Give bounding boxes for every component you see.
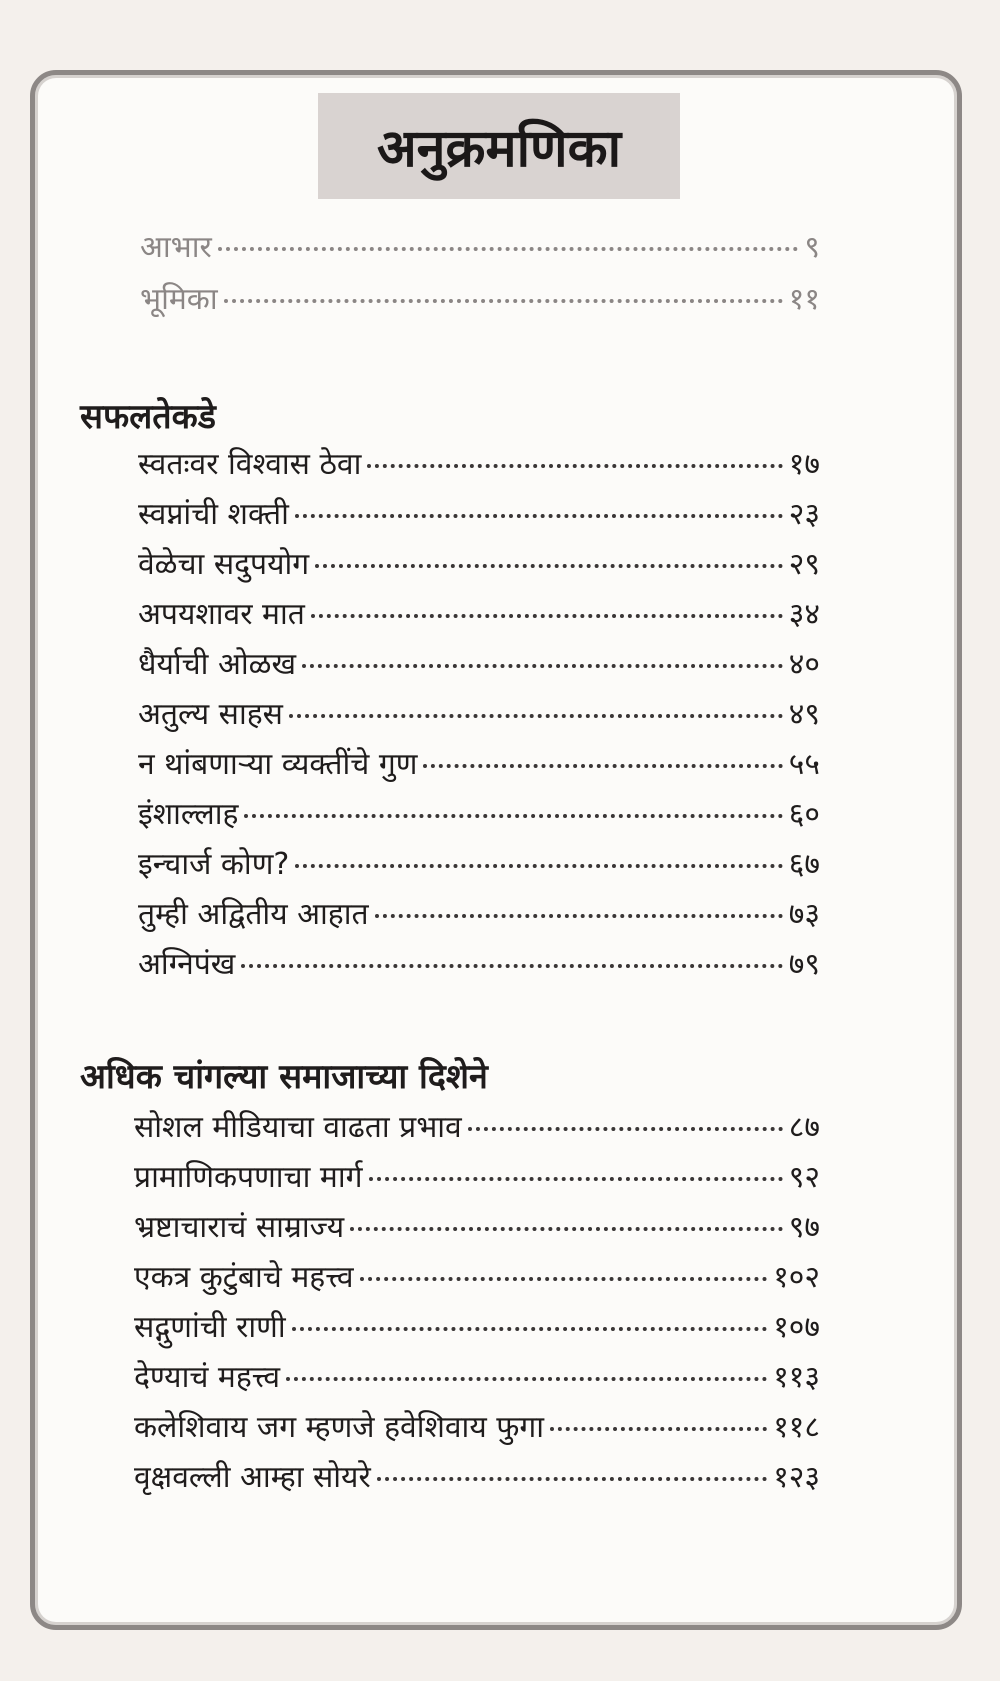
page-title-text: अनुक्रमणिका [376,118,622,179]
toc-entry[interactable] [140,228,820,268]
dot-leader [315,564,783,568]
toc-entry[interactable] [138,445,820,485]
toc-entry-page: ६० [788,797,820,832]
toc-entry[interactable] [138,945,820,985]
toc-entry-label: इंशाल्लाह [138,797,239,832]
toc-entry-page: ८७ [788,1110,820,1145]
toc-entry[interactable] [138,495,820,535]
toc-entry-page: ११३ [773,1360,820,1395]
toc-entry-page: १०२ [773,1260,820,1295]
toc-entry-label: स्वप्नांची शक्ती [138,497,289,532]
dot-leader [360,1277,768,1281]
dot-leader [224,299,783,303]
dot-leader [289,714,783,718]
toc-entry-label: प्रामाणिकपणाचा मार्ग [134,1160,363,1195]
toc-entry[interactable] [138,545,820,585]
toc-entry-label: आभार [140,230,212,265]
toc-entry-page: १७ [788,447,820,482]
toc-entry[interactable] [138,595,820,635]
toc-entry-page: ३४ [788,597,820,632]
toc-entry-label: अपयशावर मात [138,597,305,632]
dot-leader [295,514,783,518]
toc-entry[interactable] [140,280,820,320]
toc-entry-label: इन्चार्ज कोण? [138,847,290,882]
toc-entry-page: ९२ [788,1160,820,1195]
toc-entry-label: वेळेचा सदुपयोग [138,547,310,582]
dot-leader [241,964,782,968]
toc-entry-page: ४० [788,647,820,682]
toc-entry-page: ९७ [788,1210,820,1245]
dot-leader [550,1427,767,1431]
toc-entry[interactable] [134,1258,820,1298]
toc-entry[interactable] [138,795,820,835]
toc-entry-page: २९ [788,547,820,582]
dot-leader [292,1327,768,1331]
toc-entry-label: वृक्षवल्ली आम्हा सोयरे [134,1460,371,1495]
dot-leader [468,1127,783,1131]
dot-leader [302,664,783,668]
toc-entry-label: भ्रष्टाचाराचं साम्राज्य [134,1210,345,1245]
section-heading: सफलतेकडे [80,397,216,437]
toc-entry[interactable] [138,895,820,935]
toc-entry[interactable] [134,1458,820,1498]
toc-entry[interactable] [134,1208,820,1248]
toc-entry[interactable] [134,1108,820,1148]
toc-entry-label: स्वतःवर विश्वास ठेवा [138,447,362,482]
dot-leader [286,1377,767,1381]
dot-leader [350,1227,783,1231]
toc-entry-label: सोशल मीडियाचा वाढता प्रभाव [134,1110,462,1145]
toc-entry-page: ११८ [773,1410,820,1445]
toc-entry-page: ९ [804,230,820,265]
toc-entry-label: अग्निपंख [138,947,236,982]
toc-entry-label: न थांबणाऱ्या व्यक्तींचे गुण [138,747,418,782]
dot-leader [375,914,783,918]
dot-leader [295,864,782,868]
toc-entry-page: ४९ [788,697,820,732]
toc-entry[interactable] [138,845,820,885]
toc-entry-label: धैर्याची ओळख [138,647,297,682]
toc-entry-page: ७९ [788,947,820,982]
toc-entry[interactable] [134,1408,820,1448]
toc-entry-page: ६७ [788,847,820,882]
toc-entry[interactable] [138,645,820,685]
toc-entry-page: १२३ [773,1460,820,1495]
toc-entry-label: देण्याचं महत्त्व [134,1360,281,1395]
toc-entry-label: भूमिका [140,282,218,317]
toc-entry-label: कलेशिवाय जग म्हणजे हवेशिवाय फुगा [134,1410,545,1445]
toc-entry-page: १०७ [773,1310,820,1345]
toc-entry-page: ७३ [788,897,820,932]
dot-leader [369,1177,783,1181]
toc-entry[interactable] [134,1308,820,1348]
dot-leader [377,1477,767,1481]
section-heading: अधिक चांगल्या समाजाच्या दिशेने [80,1057,488,1097]
toc-entry-label: तुम्ही अद्वितीय आहात [138,897,369,932]
toc-entry[interactable] [138,745,820,785]
toc-entry[interactable] [138,695,820,735]
dot-leader [423,764,782,768]
toc-entry[interactable] [134,1358,820,1398]
toc-entry-label: एकत्र कुटुंबाचे महत्त्व [134,1260,354,1295]
dot-leader [218,247,799,251]
toc-entry-page: ११ [788,282,820,317]
toc-entry-label: अतुल्य साहस [138,697,283,732]
dot-leader [367,464,782,468]
dot-leader [244,814,782,818]
toc-entry-page: २३ [788,497,820,532]
toc-entry-page: ५५ [788,747,820,782]
toc-entry[interactable] [134,1158,820,1198]
dot-leader [311,614,783,618]
toc-entry-label: सद्गुणांची राणी [134,1310,286,1345]
